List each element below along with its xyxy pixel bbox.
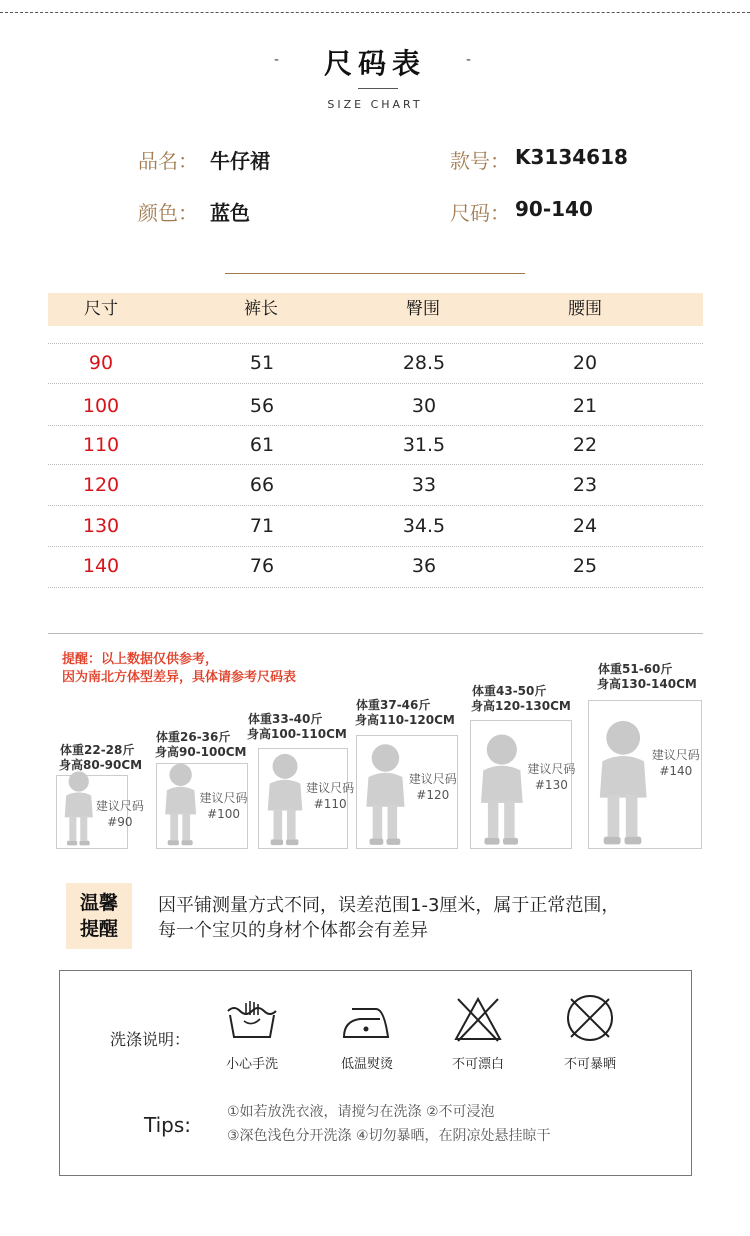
kid-weight-label: 体重43-50斤 bbox=[472, 684, 547, 698]
kid-height-label: 身高120-130CM bbox=[471, 699, 571, 713]
table-cell-size: 110 bbox=[82, 434, 120, 456]
color-value: 蓝色 bbox=[210, 201, 250, 225]
table-cell-waist: 23 bbox=[572, 474, 598, 496]
table-row-divider bbox=[48, 587, 703, 588]
table-cell-hip: 28.5 bbox=[402, 352, 446, 374]
table-row-divider bbox=[48, 383, 703, 384]
warm-reminder-text-2: 每一个宝贝的身材个体都会有差异 bbox=[158, 920, 428, 941]
kid-suggest-size: #130 bbox=[534, 777, 568, 792]
kid-suggest-label: 建议尺码 bbox=[527, 761, 576, 776]
child-silhouette-icon bbox=[592, 717, 652, 847]
product-name-label: 品名： bbox=[138, 149, 198, 173]
kid-weight-label: 体重26-36斤 bbox=[156, 730, 231, 744]
table-cell-size: 100 bbox=[82, 395, 120, 417]
hand-wash-label: 小心手洗 bbox=[225, 1057, 278, 1072]
table-row-divider bbox=[48, 546, 703, 547]
no-bleach-icon bbox=[452, 995, 504, 1043]
warm-reminder-text-1: 因平铺测量方式不同，误差范围1-3厘米，属于正常范围， bbox=[158, 895, 620, 916]
warm-reminder-badge bbox=[66, 883, 132, 949]
kid-height-label: 身高110-120CM bbox=[355, 713, 455, 727]
page-subtitle: SIZE CHART bbox=[327, 98, 423, 111]
table-cell-length: 51 bbox=[249, 352, 275, 374]
warm-reminder-line-1: 温馨 bbox=[79, 892, 118, 914]
page-title: 尺码表 bbox=[323, 47, 426, 80]
kid-suggest-label: 建议尺码 bbox=[651, 748, 700, 763]
title-underline bbox=[358, 88, 398, 89]
color-label: 颜色： bbox=[138, 201, 198, 225]
tips-title: Tips: bbox=[144, 1113, 192, 1137]
table-row-divider bbox=[48, 505, 703, 506]
size-range-label: 尺码： bbox=[450, 201, 510, 225]
reminder-line-1: 提醒：以上数据仅供参考， bbox=[62, 652, 219, 667]
info-divider bbox=[225, 273, 525, 274]
kid-weight-label: 体重33-40斤 bbox=[248, 712, 323, 726]
child-silhouette-icon bbox=[474, 731, 527, 847]
table-cell-waist: 20 bbox=[572, 352, 598, 374]
low-iron-icon bbox=[340, 999, 394, 1043]
kid-weight-label: 体重37-46斤 bbox=[356, 698, 431, 712]
no-bleach-label: 不可漂白 bbox=[451, 1057, 504, 1072]
table-cell-size: 90 bbox=[88, 352, 114, 374]
table-cell-size: 140 bbox=[82, 555, 120, 577]
hand-wash-icon bbox=[224, 997, 280, 1041]
table-cell-hip: 30 bbox=[411, 395, 437, 417]
kid-weight-label: 体重22-28斤 bbox=[60, 743, 135, 757]
table-cell-waist: 24 bbox=[572, 515, 598, 537]
kid-suggest-size: #110 bbox=[313, 796, 347, 811]
table-cell-hip: 36 bbox=[411, 555, 437, 577]
table-cell-waist: 21 bbox=[572, 395, 598, 417]
table-cell-size: 130 bbox=[82, 515, 120, 537]
kid-height-label: 身高130-140CM bbox=[597, 677, 697, 691]
product-name-value: 牛仔裙 bbox=[210, 149, 270, 173]
kid-height-label: 身高80-90CM bbox=[59, 758, 143, 772]
table-cell-waist: 25 bbox=[572, 555, 598, 577]
header-waist: 腰围 bbox=[568, 299, 602, 319]
warm-reminder-line-2: 提醒 bbox=[79, 918, 118, 940]
low-iron-label: 低温熨烫 bbox=[340, 1057, 393, 1072]
style-number-value: K3134618 bbox=[515, 145, 628, 169]
table-cell-length: 56 bbox=[249, 395, 275, 417]
style-number-label: 款号： bbox=[450, 149, 510, 173]
table-cell-size: 120 bbox=[82, 474, 120, 496]
wash-title: 洗涤说明： bbox=[110, 1030, 191, 1049]
top-dashed-divider bbox=[0, 12, 750, 13]
kid-weight-label: 体重51-60斤 bbox=[598, 662, 673, 676]
kid-suggest-label: 建议尺码 bbox=[408, 771, 457, 786]
title-dash-right: - bbox=[466, 52, 472, 68]
kid-height-label: 身高90-100CM bbox=[155, 745, 247, 759]
table-cell-length: 76 bbox=[249, 555, 275, 577]
table-cell-hip: 34.5 bbox=[402, 515, 446, 537]
header-length: 裤长 bbox=[244, 299, 278, 319]
no-sun-dry-icon bbox=[563, 991, 617, 1045]
header-hip: 臀围 bbox=[406, 299, 440, 319]
size-range-value: 90-140 bbox=[515, 197, 593, 221]
tips-line-1: ①如若放洗衣液，请搅匀在洗涤 ②不可浸泡 bbox=[227, 1104, 495, 1120]
table-cell-length: 71 bbox=[249, 515, 275, 537]
title-dash-left: - bbox=[274, 52, 280, 68]
table-row-divider bbox=[48, 464, 703, 465]
kid-suggest-label: 建议尺码 bbox=[95, 799, 144, 814]
table-cell-waist: 22 bbox=[572, 434, 598, 456]
header-size: 尺寸 bbox=[84, 299, 118, 319]
kid-suggest-size: #140 bbox=[659, 764, 693, 779]
table-row-divider bbox=[48, 425, 703, 426]
table-cell-hip: 31.5 bbox=[402, 434, 446, 456]
kid-suggest-label: 建议尺码 bbox=[306, 780, 355, 795]
tips-line-2: ③深色浅色分开洗涤 ④切勿暴晒，在阴凉处悬挂晾干 bbox=[227, 1128, 551, 1144]
kid-suggest-size: #120 bbox=[416, 787, 450, 802]
kid-suggest-size: #100 bbox=[207, 806, 241, 821]
kid-suggest-size: #90 bbox=[107, 815, 133, 830]
kid-suggest-label: 建议尺码 bbox=[199, 790, 248, 805]
no-sun-dry-label: 不可暴晒 bbox=[563, 1057, 616, 1072]
child-silhouette-icon bbox=[360, 741, 409, 847]
table-cell-hip: 33 bbox=[411, 474, 437, 496]
wash-instructions-box bbox=[59, 970, 692, 1176]
table-row-divider bbox=[48, 343, 703, 344]
size-table-header bbox=[48, 293, 703, 326]
table-cell-length: 61 bbox=[249, 434, 275, 456]
kid-height-label: 身高100-110CM bbox=[247, 727, 347, 741]
reminder-line-2: 因为南北方体型差异，具体请参考尺码表 bbox=[62, 670, 297, 685]
section-divider bbox=[48, 633, 703, 634]
table-cell-length: 66 bbox=[249, 474, 275, 496]
